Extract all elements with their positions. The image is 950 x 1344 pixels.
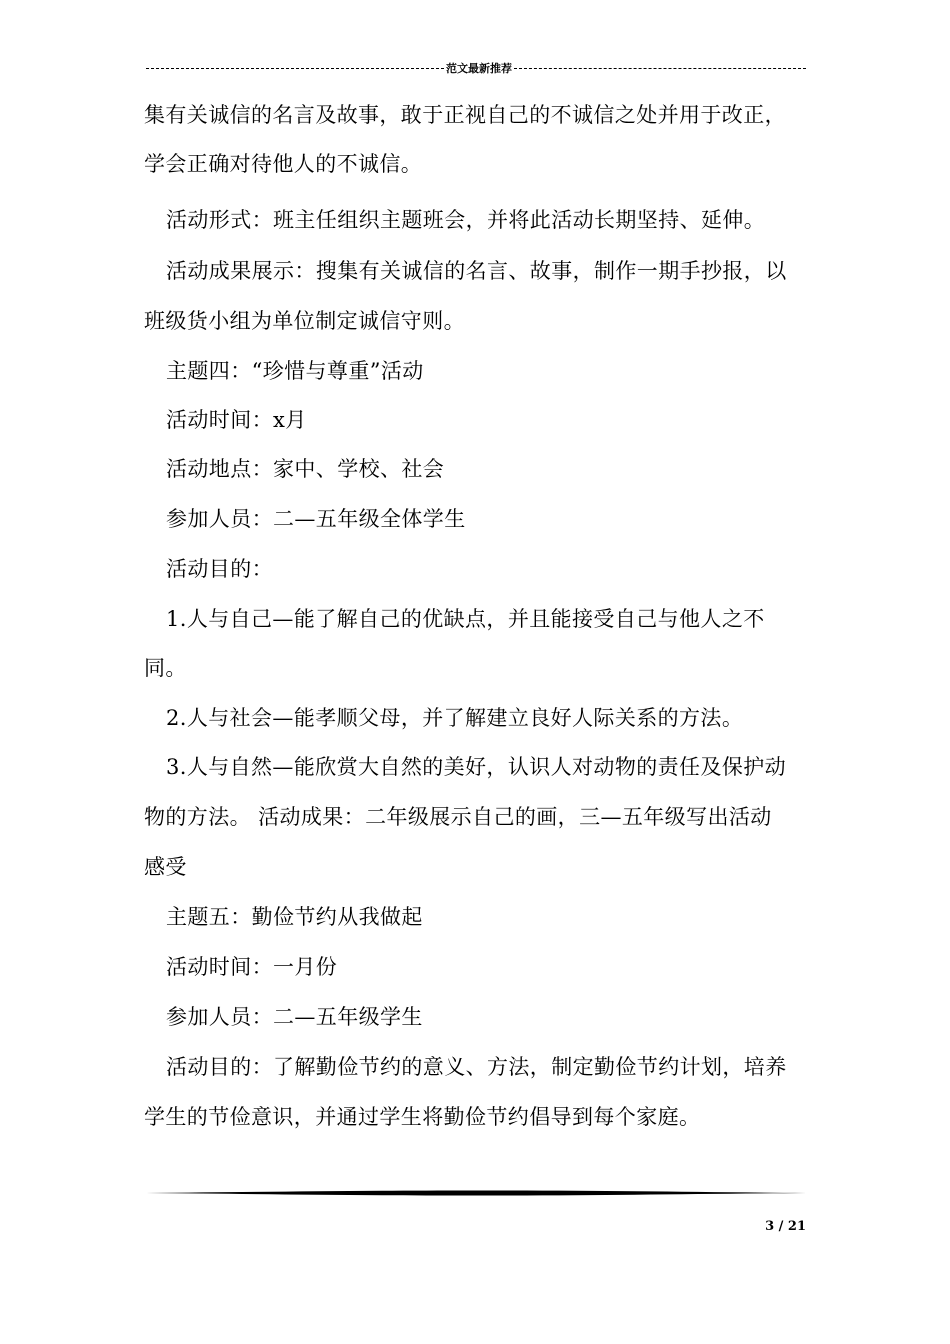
paragraph-line: 活动成果展示：搜集有关诚信的名言、故事，制作一期手抄报，以	[166, 259, 787, 283]
paragraph-line: 感受	[144, 855, 187, 879]
paragraph-line: 活动时间：x月	[166, 408, 307, 432]
paragraph-line: 活动形式：班主任组织主题班会，并将此活动长期坚持、延伸。	[166, 208, 766, 232]
paragraph-line: 活动时间：一月份	[166, 955, 338, 979]
header-dashes-left	[146, 68, 444, 69]
section-heading: 主题四：“珍惜与尊重”活动	[166, 359, 424, 383]
paragraph-line: 学会正确对待他人的不诚信。	[144, 152, 423, 176]
footer-rule	[146, 1190, 806, 1196]
section-heading: 主题五：勤俭节约从我做起	[166, 905, 423, 929]
paragraph-line: 活动目的：	[166, 557, 273, 581]
list-item-continuation: 同。	[144, 656, 187, 680]
paragraph-line: 集有关诚信的名言及故事，敢于正视自己的不诚信之处并用于改正，	[144, 103, 786, 127]
paragraph-line: 班级货小组为单位制定诚信守则。	[144, 309, 465, 333]
page-number: 3 / 21	[765, 1219, 806, 1234]
list-item-continuation: 物的方法。 活动成果：二年级展示自己的画，三—五年级写出活动	[144, 805, 772, 829]
list-item: 3.人与自然—能欣赏大自然的美好，认识人对动物的责任及保护动	[166, 755, 787, 779]
paragraph-line: 活动目的：了解勤俭节约的意义、方法，制定勤俭节约计划，培养	[166, 1055, 787, 1079]
paragraph-line: 参加人员：二—五年级全体学生	[166, 507, 466, 531]
page-header	[146, 59, 806, 77]
list-item: 1.人与自己—能了解自己的优缺点，并且能接受自己与他人之不	[166, 607, 765, 631]
paragraph-line: 学生的节俭意识，并通过学生将勤俭节约倡导到每个家庭。	[144, 1105, 701, 1129]
header-dashes-right	[514, 68, 806, 69]
paragraph-line: 活动地点：家中、学校、社会	[166, 457, 445, 481]
list-item: 2.人与社会—能孝顺父母，并了解建立良好人际关系的方法。	[166, 706, 744, 730]
paragraph-line: 参加人员：二—五年级学生	[166, 1005, 423, 1029]
header-title: 范文最新推荐	[446, 62, 512, 75]
